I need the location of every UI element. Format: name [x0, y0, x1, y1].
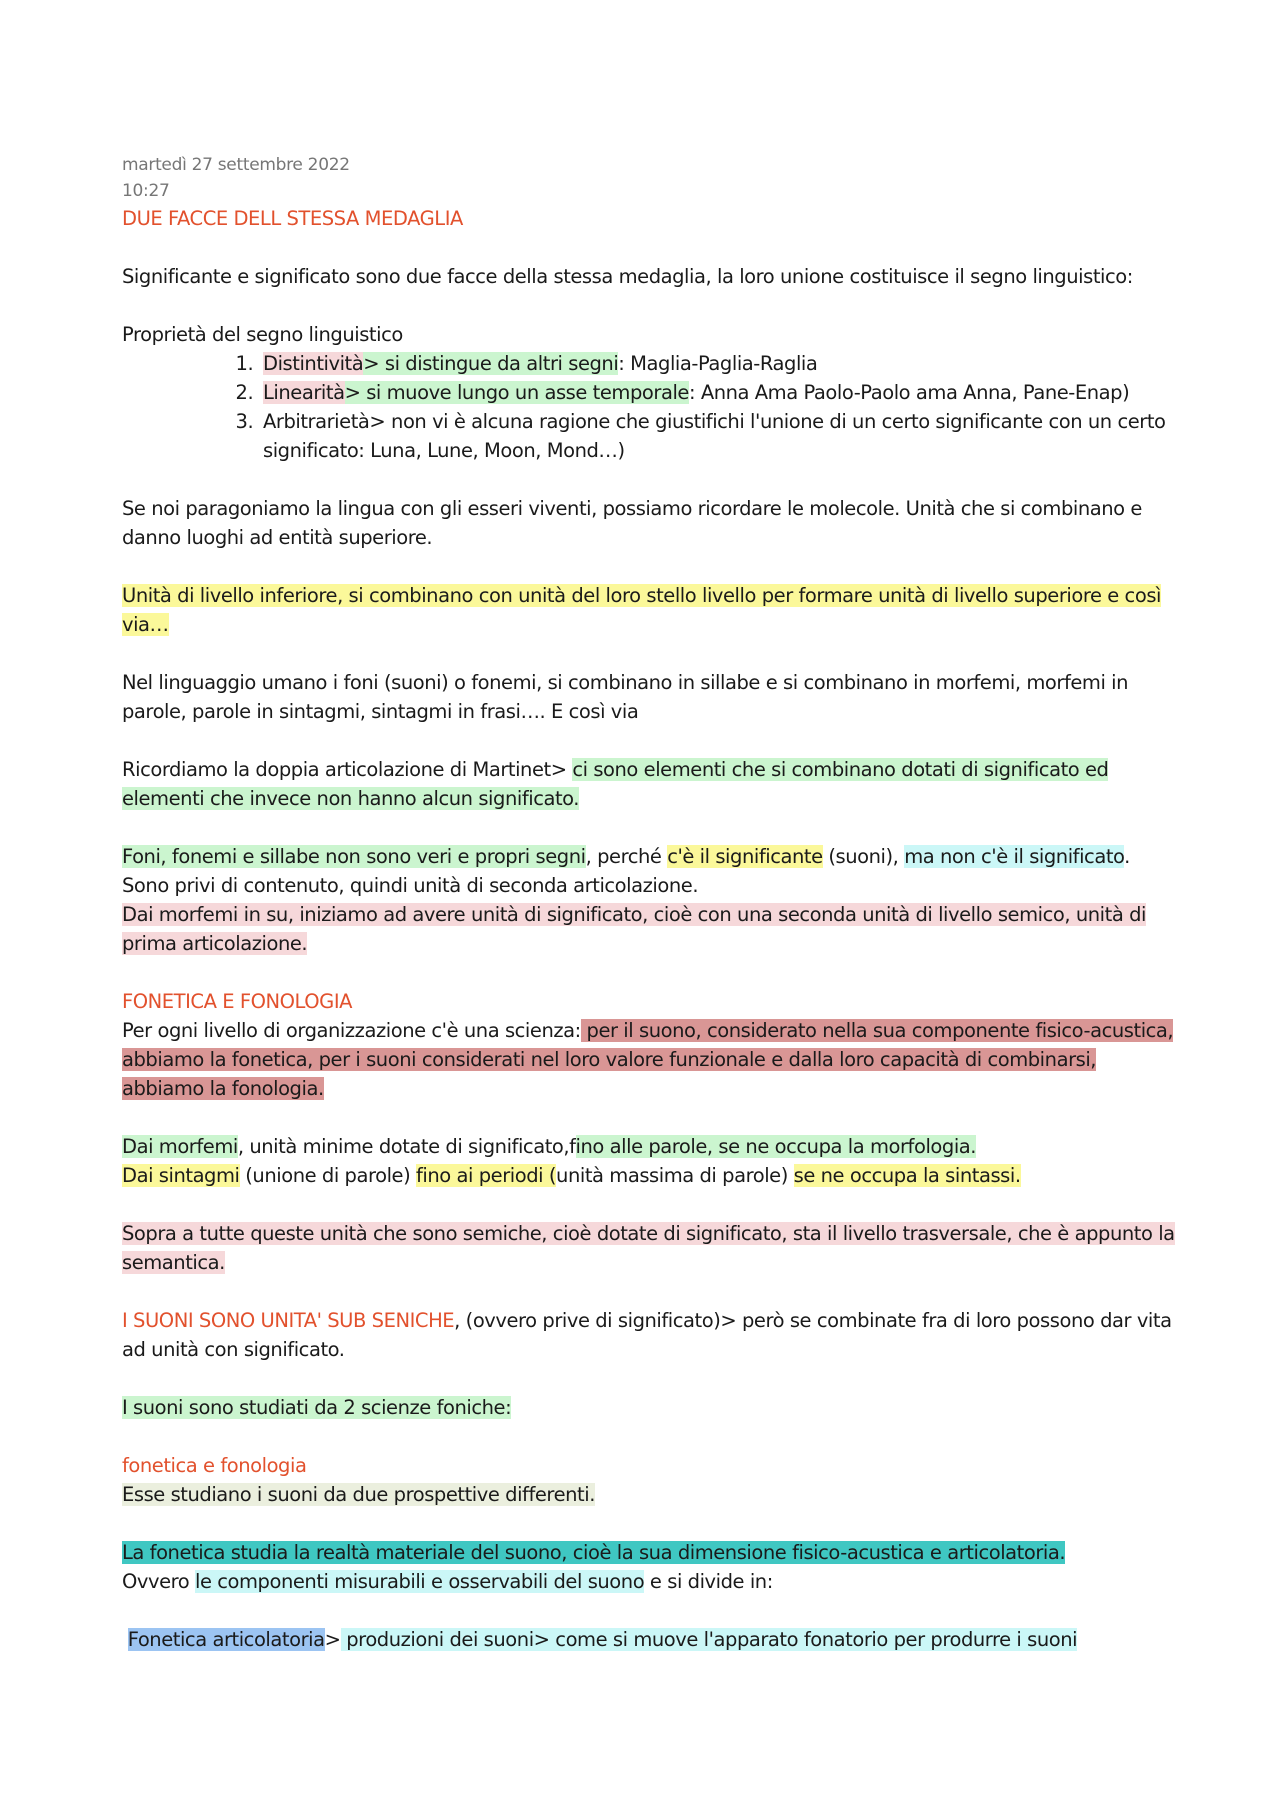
properties-list	[122, 349, 1182, 465]
morfologia-text: , unità minime dotate di significato,f	[237, 1135, 576, 1158]
ovvero-highlight: le componenti misurabili e osservabili del suono	[195, 1570, 645, 1593]
realta-highlight: La fonetica studia la realtà materiale del suono, cioè la sua dimensione fisico-acustica e articolatoria.	[122, 1541, 1066, 1564]
note-page	[122, 152, 1182, 1654]
paragraph-articolatoria	[122, 1625, 1182, 1654]
paragraph-privi: Sono privi di contenuto, quindi unità di seconda articolazione.	[122, 874, 699, 897]
morfemi-highlight: Dai morfemi in su, iniziamo ad avere unità di significato, cioè con una seconda unità di livello semico, unità di prima articolazione.	[122, 903, 1146, 955]
paragraph-semantica	[122, 1219, 1182, 1277]
segni-text-1: , perché	[585, 845, 668, 868]
list-item	[259, 378, 1182, 407]
highlight-livello: Unità di livello inferiore, si combinano con unità del loro stello livello per formare unità di livello superiore e così via…	[122, 584, 1161, 636]
significato-highlight: ma non c'è il significato	[904, 845, 1125, 868]
articolatoria-highlight: produzioni dei suoni> come si muove l'apparato fonatorio per produrre i suoni	[340, 1628, 1078, 1651]
paragraph-livello	[122, 581, 1182, 639]
articolatoria-term: Fonetica articolatoria	[127, 1628, 325, 1651]
item1-examples: : Maglia-Paglia-Raglia	[618, 352, 818, 375]
martinet-intro: Ricordiamo la doppia articolazione di Martinet>	[122, 758, 573, 781]
item1-definition: si distingue da altri segni	[379, 352, 619, 375]
sintassi-highlight-1: Dai sintagmi	[122, 1164, 240, 1187]
item3-text: Arbitrarietà> non vi è alcuna ragione che giustifichi l'unione di un certo significante con un certo significato: Luna, Lune, Moon, Mond…)	[263, 410, 1166, 462]
item2-examples: : Anna Ama Paolo-Paolo ama Anna, Pane-Enap)	[688, 381, 1130, 404]
sintassi-text-1: (unione di parole)	[239, 1164, 417, 1187]
item1-sep: >	[363, 352, 380, 375]
term-distintivita: Distintività	[263, 352, 364, 375]
articolatoria-sep: >	[324, 1628, 341, 1651]
sintassi-highlight-3: se ne occupa la sintassi.	[793, 1164, 1021, 1187]
semantica-highlight: Sopra a tutte queste unità che sono semiche, cioè dotate di significato, sta il livello trasversale, che è appunto la semantica.	[122, 1222, 1175, 1274]
item2-definition: > si muove lungo un asse temporale	[344, 381, 689, 404]
paragraph-sintassi	[122, 1161, 1182, 1190]
note-date: martedì 27 settembre 2022	[122, 155, 350, 175]
segni-text-3: .	[1124, 845, 1130, 868]
paragraph-scienza	[122, 1016, 1182, 1103]
paragraph-molecole: Se noi paragoniamo la lingua con gli esseri viventi, possiamo ricordare le molecole. Unità che si combinano e danno luoghi ad entità superiore.	[122, 497, 1142, 549]
segni-text-2: (suoni),	[822, 845, 905, 868]
paragraph-suoni	[122, 1306, 1182, 1364]
properties-heading: Proprietà del segno linguistico	[122, 323, 403, 346]
scienza-intro: Per ogni livello di organizzazione c'è una scienza:	[122, 1019, 581, 1042]
prospettive-highlight: Esse studiano i suoni da due prospettive differenti.	[122, 1483, 595, 1506]
ovvero-text-1: Ovvero	[122, 1570, 195, 1593]
paragraph-ovvero	[122, 1567, 1182, 1596]
paragraph-morfologia	[122, 1132, 1182, 1161]
paragraph-segni	[122, 842, 1182, 871]
suoni-heading: I SUONI SONO UNITA' SUB SENICHE	[122, 1309, 455, 1332]
suoni-text: , (ovvero prive di significato)> però se combinate fra di loro possono dar vita ad unità con significato.	[122, 1309, 1172, 1361]
ovvero-text-2: e si divide in:	[644, 1570, 773, 1593]
segni-highlight: Foni, fonemi e sillabe non sono veri e propri segni	[122, 845, 586, 868]
morfologia-highlight-2: ino alle parole, se ne occupa la morfologia.	[575, 1135, 977, 1158]
paragraph-foni: Nel linguaggio umano i foni (suoni) o fonemi, si combinano in sillabe e si combinano in morfemi, morfemi in parole, parole in sintagmi, sintagmi in frasi…. E così via	[122, 671, 1129, 723]
sintassi-text-2: unità massima di parole)	[556, 1164, 794, 1187]
note-title: DUE FACCE DELL STESSA MEDAGLIA	[122, 207, 463, 230]
paragraph-significante: Significante e significato sono due facce della stessa medaglia, la loro unione costituisce il segno linguistico:	[122, 265, 1133, 288]
section-heading-fonetica-fonologia: fonetica e fonologia	[122, 1454, 307, 1477]
significante-highlight: c'è il significante	[667, 845, 823, 868]
section-heading-fonetica: FONETICA E FONOLOGIA	[122, 990, 353, 1013]
term-linearita: Linearità	[263, 381, 345, 404]
scienze-highlight: I suoni sono studiati da 2 scienze foniche:	[122, 1396, 512, 1419]
list-item	[259, 349, 1182, 378]
martinet-highlight: ci sono elementi che si combinano dotati di significato ed elementi che invece non hanno alcun significato.	[122, 758, 1109, 810]
paragraph-morfemi	[122, 900, 1182, 958]
paragraph-scienze	[122, 1393, 1182, 1422]
scienza-highlight: per il suono, considerato nella sua componente fisico-acustica, abbiamo la fonetica, per i suoni considerati nel loro valore funzionale e dalla loro capacità di combinarsi, abbiamo la fonologia.	[122, 1019, 1174, 1100]
paragraph-realta	[122, 1538, 1182, 1567]
list-item	[259, 407, 1182, 465]
sintassi-highlight-2: fino ai periodi (	[416, 1164, 557, 1187]
morfologia-highlight-1: Dai morfemi	[122, 1135, 238, 1158]
note-time: 10:27	[122, 181, 170, 201]
paragraph-martinet	[122, 755, 1182, 813]
paragraph-prospettive	[122, 1480, 1182, 1509]
